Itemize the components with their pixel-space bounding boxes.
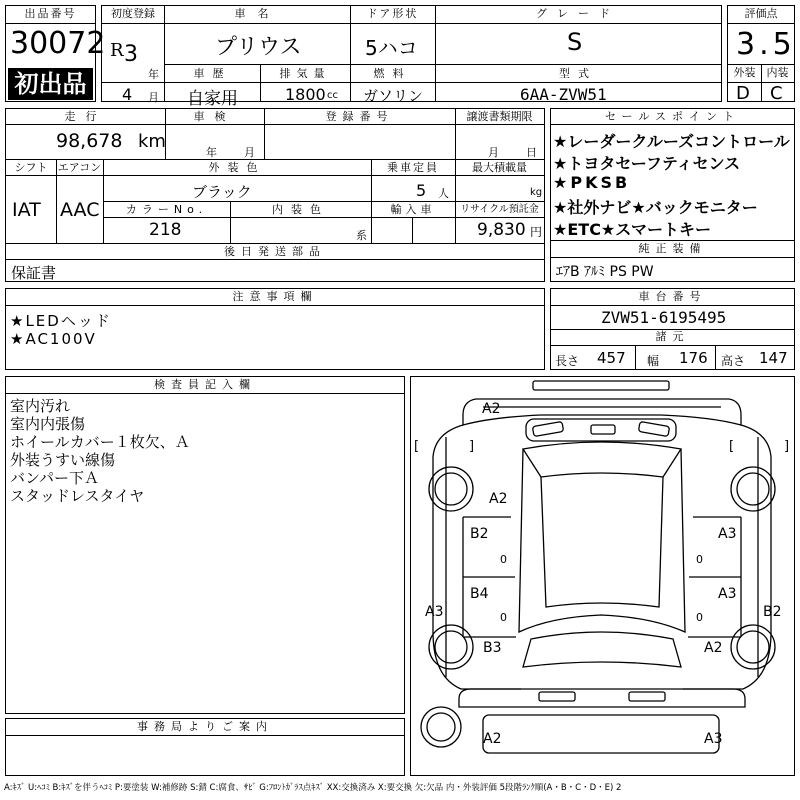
inspector-label: 検査員記入欄: [154, 378, 256, 391]
registration-box: [101, 5, 165, 102]
score-box: [727, 5, 795, 102]
load-label: 最大積載量: [472, 161, 527, 174]
damage-mark: A3: [718, 586, 737, 602]
door-shape: 5ハコ: [365, 36, 418, 60]
registration-month: 4: [122, 85, 133, 104]
shift-label: シフト: [14, 161, 48, 174]
sales-point: ★ETC★スマートキー: [553, 220, 711, 239]
recycle-label: リサイクル預託金: [460, 204, 539, 215]
zero-mark: 0: [696, 611, 703, 624]
inspection-label: 車検: [193, 110, 236, 123]
interior-color-unit: 系: [356, 229, 367, 242]
bracket-mark: ]: [784, 439, 790, 454]
width: 176: [679, 349, 708, 367]
grade-label: グレード: [536, 7, 620, 20]
dimensions-label: 諸元: [655, 330, 690, 343]
model-code: 6AA-ZVW51: [520, 85, 607, 104]
recycle-unit: 円: [530, 225, 543, 239]
history-label: 車歴: [193, 67, 232, 80]
exterior-color: ブラック: [192, 183, 252, 201]
registration-label: 初度登録: [111, 7, 155, 20]
color-label: 外装色: [208, 161, 266, 174]
interior-label: 内装: [766, 66, 789, 79]
registration-year: 3: [124, 42, 138, 67]
chassis-number: ZVW51-6195495: [601, 308, 727, 327]
car-name-label: 車名: [234, 7, 281, 20]
equipment-label: 純正装備: [638, 242, 707, 255]
mileage-unit: km: [138, 131, 166, 152]
interior-score: C: [770, 83, 783, 104]
later-parts-label: 後日発送部品: [224, 245, 326, 258]
office-box: [5, 718, 405, 776]
color-no: 218: [149, 220, 182, 240]
lot-number-label: 出品番号: [24, 7, 77, 20]
import-label: 輸入車: [390, 203, 436, 216]
inspector-note: 室内内張傷: [10, 415, 86, 433]
damage-mark: A2: [704, 640, 723, 656]
equipment: ｴｱB ｱﾙﾐ PS PW: [556, 264, 654, 280]
damage-mark: B2: [470, 526, 489, 542]
capacity-unit: 人: [438, 187, 449, 200]
sales-points-box: [550, 108, 795, 241]
load-unit: kg: [530, 187, 543, 198]
length-label: 長さ: [555, 354, 580, 368]
sales-point: ★レーダークルーズコントロール: [553, 132, 790, 151]
plate-label: 登録番号: [325, 110, 394, 123]
damage-mark: A3: [425, 604, 444, 620]
height-label: 高さ: [721, 354, 746, 368]
inspector-note: 室内汚れ: [10, 397, 71, 415]
displacement-label: 排気量: [279, 67, 331, 80]
caution-line: ★LEDヘッド: [10, 312, 112, 330]
fuel: ガソリン: [363, 87, 424, 105]
recycle-fee: 9,830: [477, 220, 526, 240]
legend: A:ｷｽﾞ U:ﾍｺﾐ B:ｷｽﾞを伴うﾍｺﾐ P:要塗装 W:補修跡 S:錆 C:腐食、ｻﾋﾞ G:ﾌﾛﾝﾄｶﾞﾗｽ点ｷｽﾞ XX:交換済み X:要交換 欠:欠品 内・外装評価 5段階ﾗﾝｸ順(A・B・C・D・E) 2: [4, 783, 622, 793]
displacement-unit: cc: [327, 90, 338, 101]
shift: IAT: [12, 199, 41, 221]
inspector-note: ホイールカバー１枚欠、Ａ: [10, 433, 190, 451]
length: 457: [597, 349, 626, 367]
sales-point: ★トヨタセーフティセンス: [553, 154, 741, 173]
caution-label: 注意事項欄: [232, 290, 318, 303]
inspector-note: スタッドレスタイヤ: [10, 487, 145, 505]
sales-point: ★PKSB: [553, 173, 631, 192]
ac-label: エアコン: [57, 161, 102, 174]
inspector-note: バンパー下Ａ: [10, 469, 99, 487]
year-unit: 年: [148, 68, 159, 81]
caution-box: [5, 288, 545, 370]
mileage: 98,678: [56, 130, 123, 152]
sales-point: ★社外ナビ★バックモニター: [553, 198, 758, 217]
score-label: 評価点: [744, 7, 778, 20]
car-outline-diagram: [411, 377, 794, 775]
inspector-box: [5, 376, 405, 714]
inspector-note: 外装うすい線傷: [10, 451, 116, 469]
sales-points-label: セールスポイント: [604, 110, 740, 123]
grade: S: [567, 28, 583, 56]
details-box: [5, 108, 545, 282]
zero-mark: 0: [696, 553, 703, 566]
zero-mark: 0: [500, 553, 507, 566]
transfer-label: 譲渡書類期限: [466, 110, 533, 123]
exterior-label: 外装: [733, 66, 756, 79]
transfer-month-unit: 月: [488, 146, 499, 159]
mileage-label: 走行: [64, 110, 107, 123]
exterior-score: D: [736, 83, 750, 104]
model-label: 型式: [559, 67, 597, 80]
fuel-label: 燃料: [373, 67, 412, 80]
capacity-label: 乗車定員: [387, 161, 439, 174]
transfer-day-unit: 日: [526, 146, 537, 159]
month-unit: 月: [148, 91, 159, 104]
office-label: 事務局よりご案内: [137, 720, 273, 733]
height: 147: [759, 349, 788, 367]
damage-mark: B4: [470, 586, 489, 602]
bracket-mark: ]: [469, 439, 475, 454]
first-listing-badge: 初出品: [8, 68, 93, 100]
damage-mark: B3: [483, 640, 502, 656]
score: 3.5: [736, 27, 796, 62]
damage-mark: A3: [718, 526, 737, 542]
car-info-box: [165, 5, 722, 109]
damage-mark: A3: [704, 731, 723, 747]
later-parts: 保証書: [11, 264, 57, 282]
lot-number-box: [5, 5, 106, 102]
door-label: ドア形状: [366, 7, 419, 20]
chassis-box: [550, 288, 795, 370]
bracket-mark: [: [414, 439, 420, 454]
bracket-mark: [: [729, 439, 735, 454]
chassis-label: 車台番号: [638, 290, 707, 303]
inspection-year-unit: 年: [206, 146, 217, 159]
damage-mark: B2: [763, 604, 782, 620]
car-name: プリウス: [215, 35, 302, 60]
interior-color-label: 内装色: [272, 203, 329, 216]
width-label: 幅: [647, 354, 660, 368]
capacity: 5: [416, 181, 427, 200]
lot-number: 30072: [10, 26, 106, 61]
equipment-box: [550, 241, 795, 282]
car-diagram: [410, 376, 795, 776]
ac: AAC: [60, 199, 100, 221]
era: R: [110, 40, 124, 61]
history: 自家用: [187, 89, 238, 109]
damage-mark: A2: [482, 401, 501, 417]
zero-mark: 0: [500, 611, 507, 624]
damage-mark: A2: [483, 731, 502, 747]
inspection-month-unit: 月: [244, 146, 255, 159]
displacement: 1800: [285, 85, 326, 104]
color-no-label: カラーNo.: [125, 203, 208, 216]
caution-line: ★AC100V: [10, 330, 97, 348]
damage-mark: A2: [489, 491, 508, 507]
